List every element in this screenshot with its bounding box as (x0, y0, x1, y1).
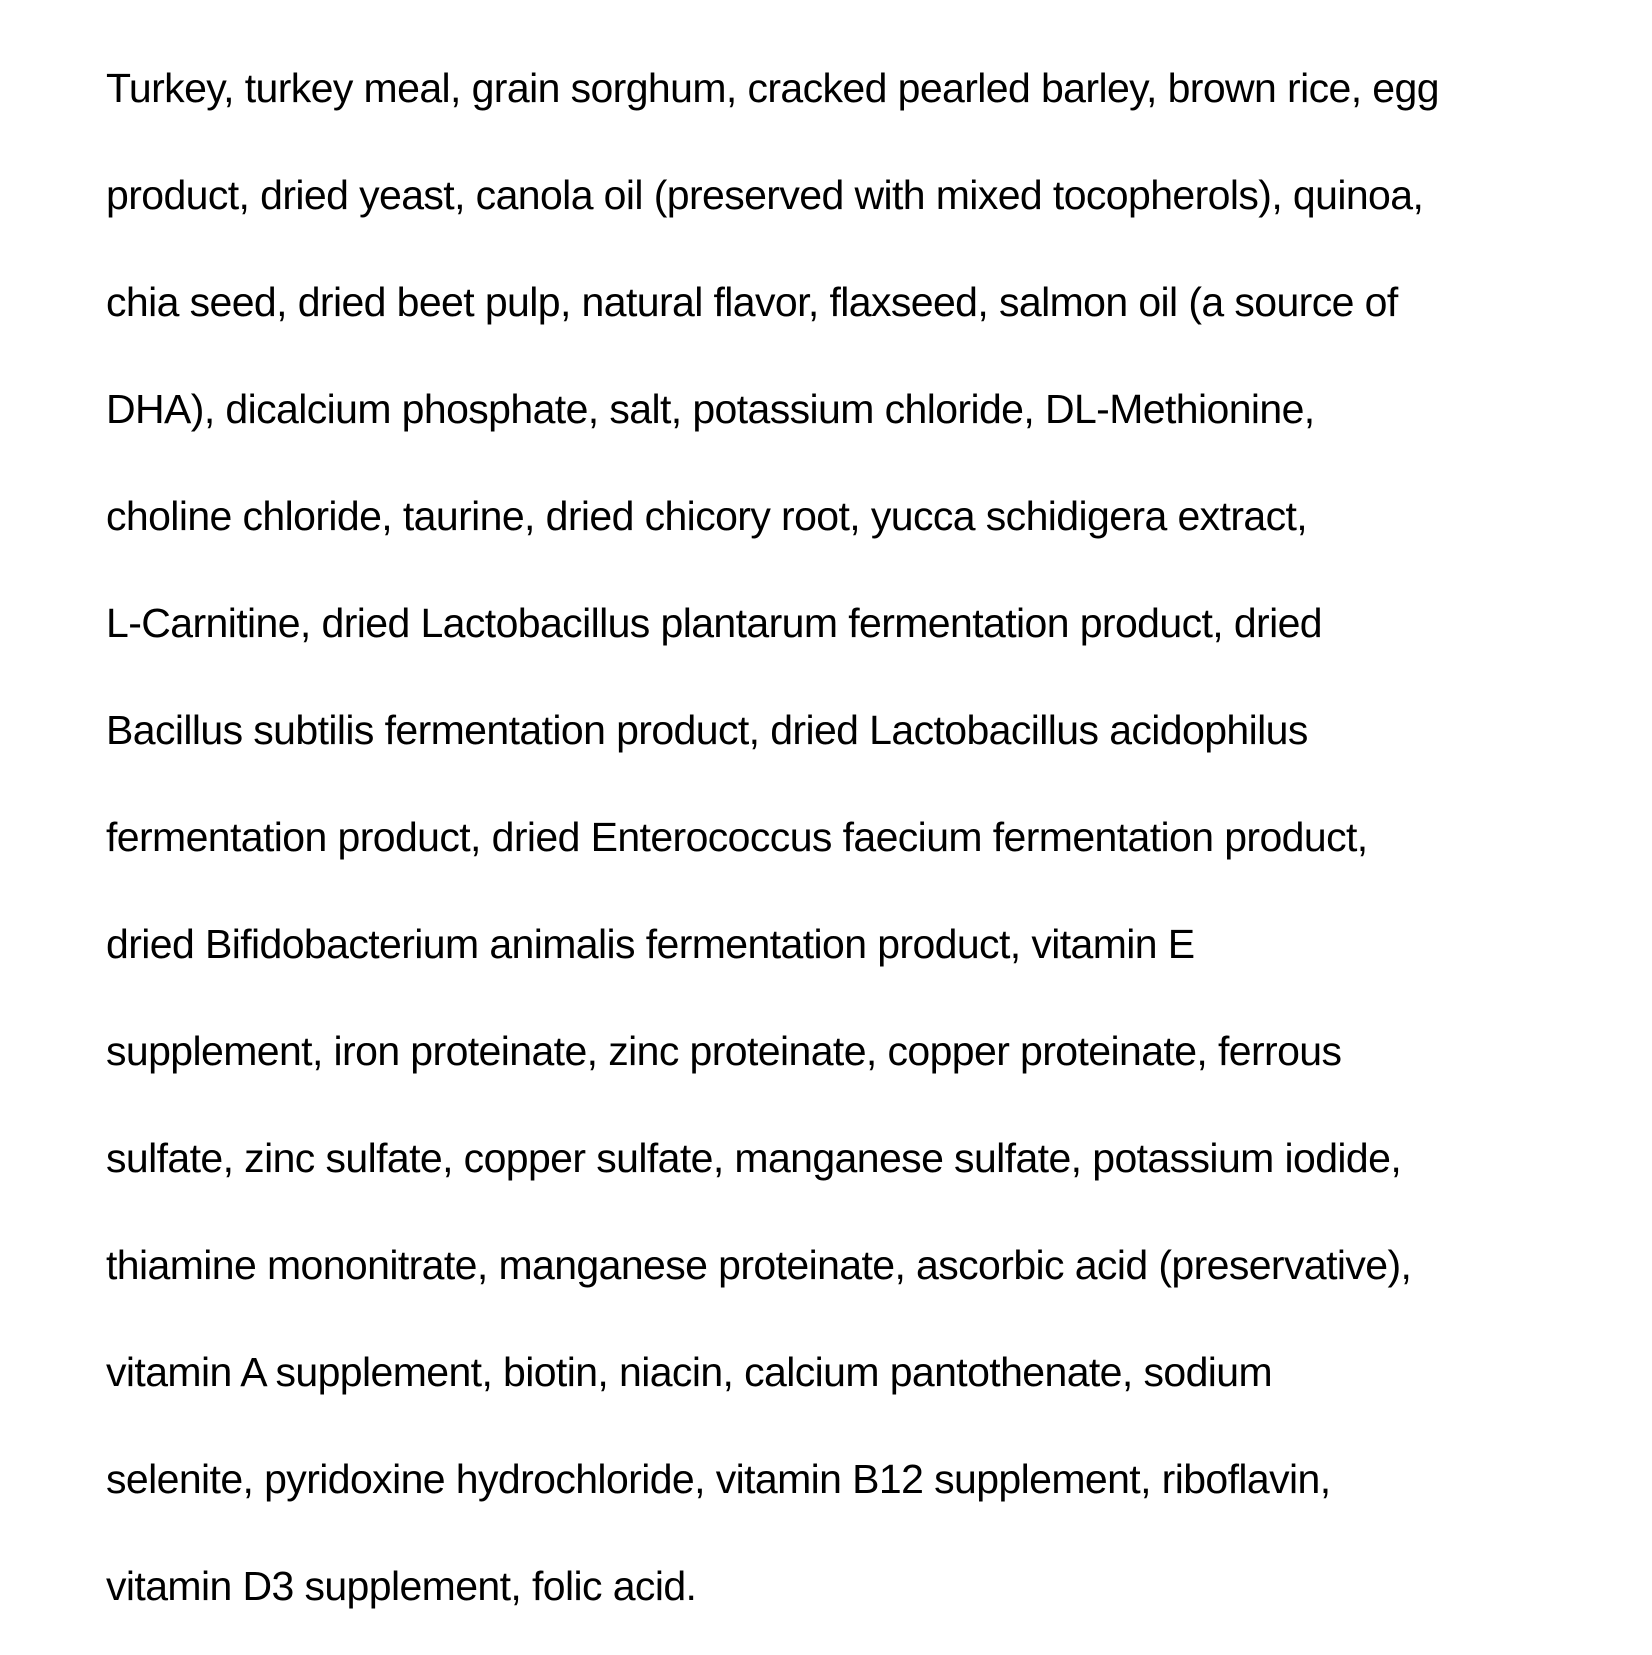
ingredient-line: choline chloride, taurine, dried chicory root, yucca schidigera extract, (106, 493, 1308, 539)
ingredient-line: supplement, iron proteinate, zinc proteinate, copper proteinate, ferrous (106, 1028, 1342, 1074)
ingredient-line: sulfate, zinc sulfate, copper sulfate, manganese sulfate, potassium iodide, (106, 1135, 1402, 1181)
ingredient-line: Bacillus subtilis fermentation product, dried Lactobacillus acidophilus (106, 707, 1308, 753)
ingredient-line: fermentation product, dried Enterococcus faecium fermentation product, (106, 814, 1368, 860)
ingredient-line: selenite, pyridoxine hydrochloride, vitamin B12 supplement, riboflavin, (106, 1456, 1331, 1502)
ingredient-line: thiamine mononitrate, manganese proteinate, ascorbic acid (preservative), (106, 1242, 1412, 1288)
ingredient-line: DHA), dicalcium phosphate, salt, potassium chloride, DL-Methionine, (106, 386, 1315, 432)
ingredient-line: vitamin D3 supplement, folic acid. (106, 1563, 697, 1609)
ingredient-line: L-Carnitine, dried Lactobacillus plantarum fermentation product, dried (106, 600, 1323, 646)
ingredient-line: product, dried yeast, canola oil (preserved with mixed tocopherols), quinoa, (106, 172, 1424, 218)
ingredients-paragraph (106, 50, 1626, 1655)
ingredient-line: dried Bifidobacterium animalis fermentation product, vitamin E (106, 921, 1195, 967)
ingredient-line: vitamin A supplement, biotin, niacin, calcium pantothenate, sodium (106, 1349, 1273, 1395)
ingredient-line: Turkey, turkey meal, grain sorghum, cracked pearled barley, brown rice, egg (106, 65, 1439, 111)
ingredient-line: chia seed, dried beet pulp, natural flavor, flaxseed, salmon oil (a source of (106, 279, 1398, 325)
